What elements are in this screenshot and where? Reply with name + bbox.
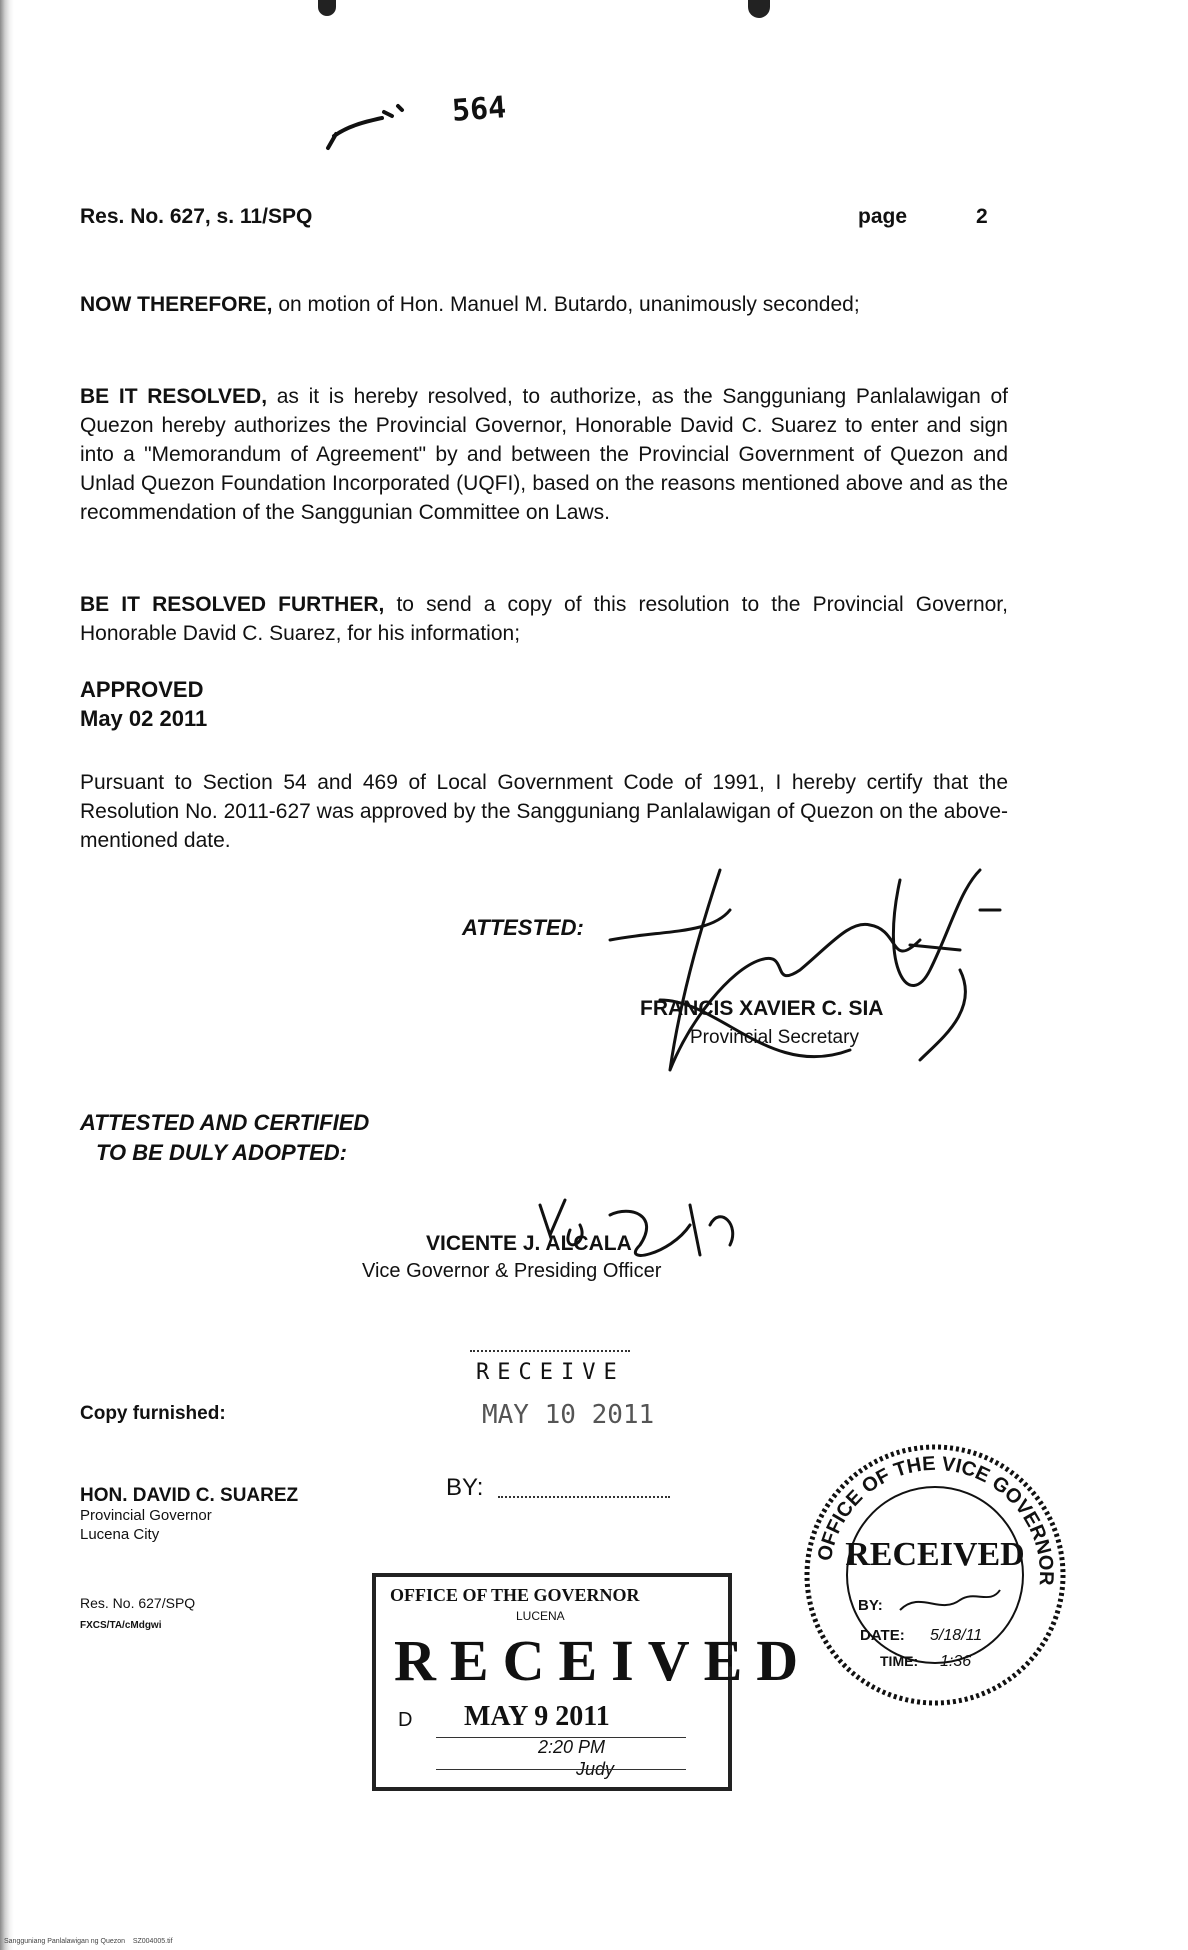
page-label: page <box>858 205 908 228</box>
reference-initials: FXCS/TA/cMdgwi <box>80 1620 162 1631</box>
approved-label: APPROVED <box>80 677 204 702</box>
now-therefore-paragraph <box>80 290 1008 319</box>
page-number: 2 <box>976 205 988 228</box>
received-box-date-prefix: D <box>398 1709 413 1731</box>
vice-governor-name: VICENTE J. ALCALA <box>426 1232 632 1255</box>
received-box-time: 2:20 PM <box>538 1737 606 1757</box>
received-box-line-1 <box>436 1737 686 1738</box>
copy-furnished-label: Copy furnished: <box>80 1403 226 1424</box>
recipient-title: Provincial Governor <box>80 1507 212 1524</box>
round-stamp-date-value: 5/18/11 <box>930 1627 983 1644</box>
received-box-stamp <box>372 1573 813 1791</box>
footer-filename: Sangguniang Panlalawigan ng Quezon SZ004005.tif <box>4 1938 173 1945</box>
certified-line-1: ATTESTED AND CERTIFIED <box>80 1110 370 1135</box>
further-text: to send a copy of this resolution to the Provincial Governor, Honorable David C. Suarez, for his information; <box>80 593 1008 645</box>
recipient-name: HON. DAVID C. SUAREZ <box>80 1485 299 1506</box>
scan-edge <box>0 0 14 1950</box>
signature-secretary <box>600 850 1020 1090</box>
resolved-paragraph <box>80 382 1008 527</box>
hole-punch-left <box>318 0 336 16</box>
round-stamp-time: TIME: <box>880 1653 919 1669</box>
receive-stamp-date: MAY 10 2011 <box>482 1400 655 1430</box>
resolved-label: BE IT RESOLVED, <box>80 385 268 408</box>
hole-punch-right <box>748 0 770 18</box>
round-received-stamp <box>800 1440 1070 1710</box>
received-box-word: RECEIVED <box>394 1628 813 1693</box>
received-box-line-2 <box>436 1769 686 1770</box>
received-box-date: MAY 9 2011 <box>464 1701 610 1732</box>
approved-date: May 02 2011 <box>80 706 208 731</box>
resolved-text: as it is hereby resolved, to authorize, as the Sangguniang Panlalawigan of Quezon hereby authorizes the Provincial Governor, Honorable David C. Suarez to enter and sign into a "Memorandum of Agreement" by and between the Provincial Government of Quezon and Unlad Quezon Foundation Incorporated (UQFI), based on the reasons mentioned above and as the recommendation of the Sanggunian Committee on Laws. <box>80 385 1008 524</box>
received-box-city: LUCENA <box>516 1609 565 1623</box>
further-label: BE IT RESOLVED FURTHER, <box>80 593 385 616</box>
certified-line-2: TO BE DULY ADOPTED: <box>96 1140 347 1165</box>
received-box-initial: Judy <box>576 1759 615 1779</box>
receive-stamp-word: RECEIVE <box>476 1360 625 1385</box>
round-stamp-by: BY: <box>858 1597 883 1614</box>
round-stamp-date: DATE: <box>860 1627 905 1644</box>
vice-governor-title: Vice Governor & Presiding Officer <box>362 1260 662 1282</box>
receive-stamp-by-label: BY: <box>446 1474 484 1501</box>
now-therefore-label: NOW THEREFORE, <box>80 293 273 316</box>
secretary-title: Provincial Secretary <box>690 1027 859 1048</box>
receive-stamp-top-line <box>470 1350 630 1352</box>
reference-number: Res. No. 627/SPQ <box>80 1595 196 1611</box>
recipient-city: Lucena City <box>80 1526 160 1543</box>
further-paragraph <box>80 590 1008 648</box>
received-box-office: OFFICE OF THE GOVERNOR <box>390 1585 640 1605</box>
round-stamp-time-value: 1:36 <box>940 1653 972 1670</box>
attested-label: ATTESTED: <box>462 915 584 940</box>
secretary-name: FRANCIS XAVIER C. SIA <box>640 997 884 1020</box>
now-therefore-text: on motion of Hon. Manuel M. Butardo, unanimously seconded; <box>278 293 860 316</box>
handwritten-page-number: 564 <box>450 90 508 129</box>
handwritten-mark <box>320 96 410 156</box>
resolution-number: Res. No. 627, s. 11/SPQ <box>80 205 313 228</box>
receive-stamp-by-line <box>498 1496 670 1498</box>
round-stamp-ring-text: OFFICE OF THE VICE GOVERNOR <box>813 1452 1058 1586</box>
round-stamp-center: RECEIVED <box>845 1536 1025 1573</box>
pursuant-paragraph: Pursuant to Section 54 and 469 of Local Government Code of 1991, I hereby certify that the Resolution No. 2011-627 was approved by the Sangguniang Panlalawigan of Quezon on the above-mentioned date. <box>80 771 1008 852</box>
